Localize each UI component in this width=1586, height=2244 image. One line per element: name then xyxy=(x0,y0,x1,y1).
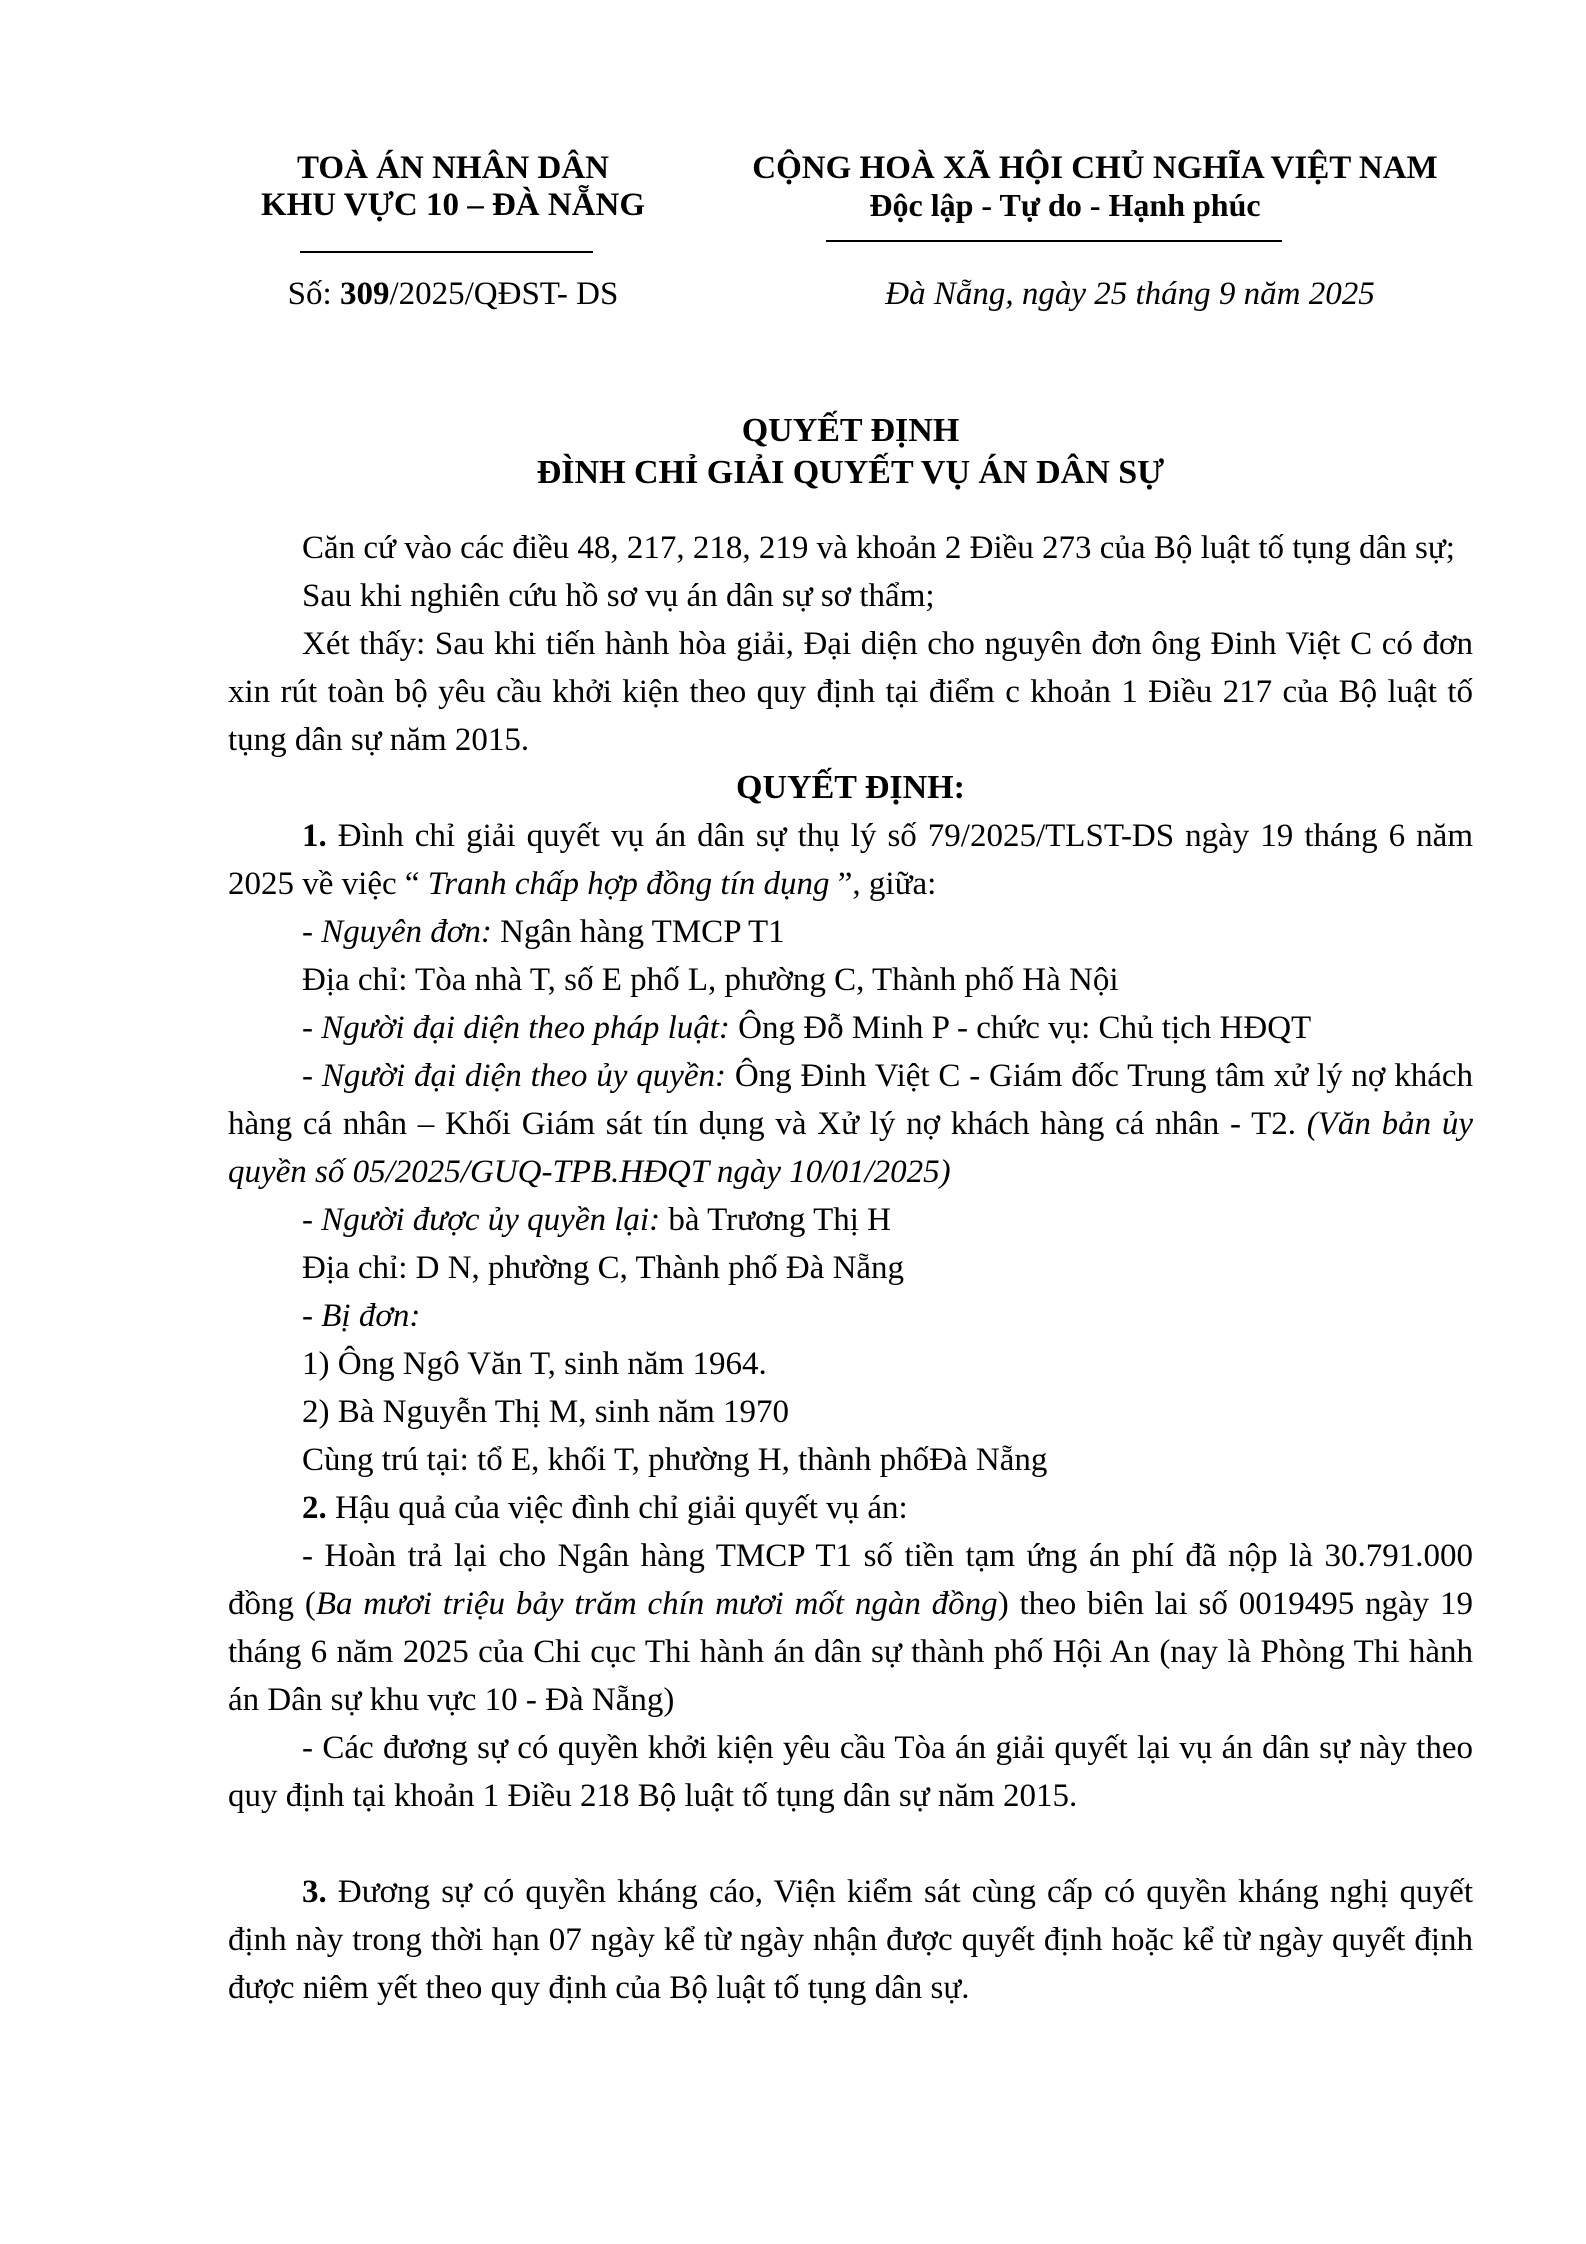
document-title xyxy=(228,410,1473,494)
refund-amount-words: Ba mươi triệu bảy trăm chín mươi mốt ngàn đồng xyxy=(315,1586,998,1622)
preamble-review: Sau khi nghiên cứu hồ sơ vụ án dân sự sơ thẩm; xyxy=(302,578,935,614)
defendant-label: - Bị đơn: xyxy=(302,1298,421,1334)
section2-number: 2. xyxy=(302,1490,327,1526)
section1-intro xyxy=(228,812,1473,908)
motto-underline xyxy=(826,240,1282,242)
title-line1: QUYẾT ĐỊNH xyxy=(741,412,960,449)
section2-refund xyxy=(228,1532,1473,1724)
defendant-address: Cùng trú tại: tổ E, khối T, phường H, thành phốĐà Nẵng xyxy=(302,1442,1048,1478)
spacer xyxy=(228,1820,1473,1868)
section3-number: 3. xyxy=(302,1874,327,1910)
plaintiff-value: Ngân hàng TMCP T1 xyxy=(491,914,785,950)
document-number xyxy=(228,276,678,313)
section2-rights: - Các đương sự có quyền khởi kiện yêu cầu Tòa án giải quyết lại vụ án dân sự này theo quy định tại khoản 1 Điều 218 Bộ luật tố tụng dân sự năm 2015. xyxy=(228,1730,1473,1814)
sub-auth-label: - Người được ủy quyền lại: xyxy=(302,1202,661,1238)
defendant-item: 2) Bà Nguyễn Thị M, sinh năm 1970 xyxy=(302,1394,790,1430)
nation-block xyxy=(700,150,1490,224)
document-body xyxy=(228,524,1473,2012)
nation-name: CỘNG HOÀ XÃ HỘI CHỦ NGHĨA VIỆT NAM xyxy=(752,150,1438,186)
auth-rep-label: - Người đại diện theo ủy quyền: xyxy=(302,1058,726,1094)
number-value: 309 xyxy=(339,276,390,312)
section3 xyxy=(228,1868,1473,2012)
auth-rep-value: Ông Đinh Việt C - Giám đốc Trung tâm xử lý nợ khách hàng cá nhân – Khối Giám sát tín dụng và Xử lý nợ khách hàng cá nhân - T2. xyxy=(228,1058,1473,1142)
number-suffix: /2025/QĐST- DS xyxy=(389,276,619,312)
sub-auth-value: bà Trương Thị H xyxy=(660,1202,891,1238)
title-line2: ĐÌNH CHỈ GIẢI QUYẾT VỤ ÁN DÂN SỰ xyxy=(536,454,1165,491)
legal-rep-value: Ông Đỗ Minh P - chức vụ: Chủ tịch HĐQT xyxy=(729,1010,1312,1046)
court-name-line1: TOÀ ÁN NHÂN DÂN xyxy=(297,150,609,186)
court-block xyxy=(228,150,678,224)
auth-document: (Văn bản ủy quyền số 05/2025/GUQ-TPB.HĐQT ngày 10/01/2025) xyxy=(228,1106,1473,1190)
sub-authorized-person xyxy=(228,1196,1473,1244)
number-prefix: Số: xyxy=(287,276,340,312)
legal-rep-label: - Người đại diện theo pháp luật: xyxy=(302,1010,730,1046)
plaintiff-label: - Nguyên đơn: xyxy=(302,914,492,950)
court-underline xyxy=(300,251,593,253)
decision-heading: QUYẾT ĐỊNH: xyxy=(736,769,965,806)
section1-case-type: Tranh chấp hợp đồng tín dụng xyxy=(427,866,830,902)
plaintiff xyxy=(228,908,1473,956)
plaintiff-address: Địa chỉ: Tòa nhà T, số E phố L, phường C, Thành phố Hà Nội xyxy=(302,962,1119,998)
preamble-finding: Xét thấy: Sau khi tiến hành hòa giải, Đại diện cho nguyên đơn ông Đinh Việt C có đơn xin rút toàn bộ yêu cầu khởi kiện theo quy định tại điểm c khoản 1 Điều 217 của Bộ luật tố tụng dân sự năm 2015. xyxy=(228,626,1473,758)
section1-text-b: ”, giữa: xyxy=(829,866,937,902)
legal-representative xyxy=(228,1004,1473,1052)
section1-number: 1. xyxy=(302,818,327,854)
section2-heading-text: Hậu quả của việc đình chỉ giải quyết vụ án: xyxy=(326,1490,908,1526)
defendant-item: 1) Ông Ngô Văn T, sinh năm 1964. xyxy=(302,1346,767,1382)
section2-heading xyxy=(228,1484,1473,1532)
court-name-line2: KHU VỰC 10 – ĐÀ NẴNG xyxy=(260,187,646,223)
refund-text-a: - Hoàn trả lại cho Ngân hàng TMCP T1 số tiền tạm ứng án phí đã nộp là 30.791.000 đồng ( xyxy=(228,1538,1473,1622)
preamble-basis: Căn cứ vào các điều 48, 217, 218, 219 và khoản 2 Điều 273 của Bộ luật tố tụng dân sự; xyxy=(302,530,1455,566)
authorized-representative xyxy=(228,1052,1473,1196)
section3-text: Đương sự có quyền kháng cáo, Viện kiểm sát cùng cấp có quyền kháng nghị quyết định này trong thời hạn 07 ngày kể từ ngày nhận được quyết định hoặc kể từ ngày quyết định được niêm yết theo quy định của Bộ luật tố tụng dân sự. xyxy=(228,1874,1473,2006)
document-date: Đà Nẵng, ngày 25 tháng 9 năm 2025 xyxy=(885,276,1375,312)
refund-text-b: ) theo biên lai số 0019495 ngày 19 tháng 6 năm 2025 của Chi cục Thi hành án dân sự thành phố Hội An (nay là Phòng Thi hành án Dân sự khu vực 10 - Đà Nẵng) xyxy=(228,1586,1474,1718)
sub-auth-address: Địa chỉ: D N, phường C, Thành phố Đà Nẵng xyxy=(302,1250,905,1286)
nation-motto: Độc lập - Tự do - Hạnh phúc xyxy=(869,187,1261,223)
section1-text-a: Đình chỉ giải quyết vụ án dân sự thụ lý số 79/2025/TLST-DS ngày 19 tháng 6 năm 2025 về việc “ xyxy=(228,818,1473,902)
